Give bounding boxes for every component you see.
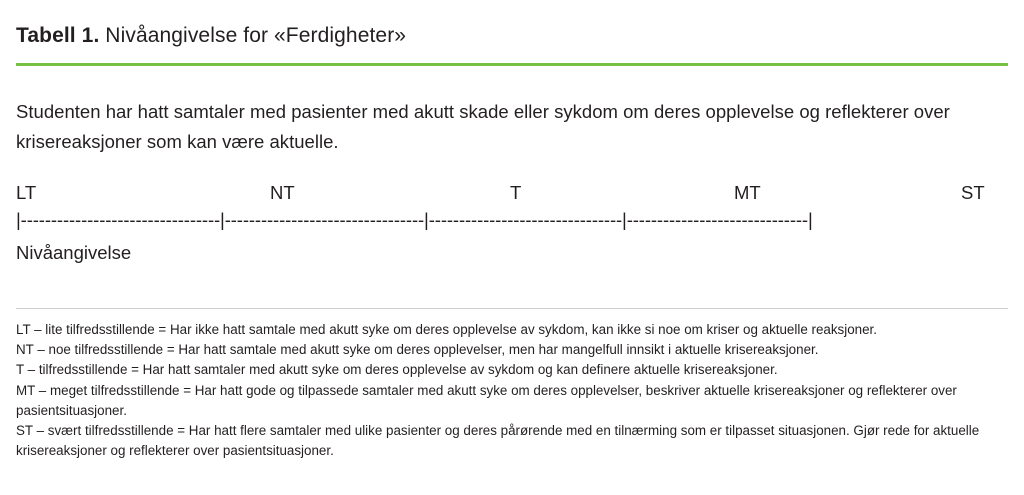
accent-divider-green [16,63,1008,66]
caption-label: Tabell 1. [16,24,100,47]
scale-label-t: T [510,182,522,203]
footnote-divider [16,308,1008,309]
scale-label-row [16,180,1008,205]
scale-axis-caption: Nivåangivelse [16,242,132,263]
footnote-st: ST – svært tilfredsstillende = Har hatt flere samtaler med ulike pasienter og deres pårørende med en tilnærming som er tilpasset situasjonen. Gjør rede for aktuelle krisereaksjoner og reflekterer over pasientsituasjoner. [16,423,980,459]
footnote-mt: MT – meget tilfredsstillende = Har hatt gode og tilpassede samtaler med akutt syke om deres opplevelser, beskriver aktuelle krisereaksjoner og reflekterer over pasientsituasjoner. [16,382,957,418]
footnote-lt: LT – lite tilfredsstillende = Har ikke hatt samtale med akutt syke om deres opplevelse av sykdom, kan ikke si noe om kriser og aktuelle reaksjoner. [16,322,877,337]
scale-label-lt: LT [16,182,37,203]
footnote-list [16,318,1008,461]
scale-label-nt: NT [270,182,295,203]
caption-title: Nivåangivelse for «Ferdigheter» [99,24,407,47]
footnote-nt: NT – noe tilfredsstillende = Har hatt samtale med akutt syke om deres opplevelser, men har mangelfull innsikt i aktuelle krisereaksjoner. [16,342,819,358]
rating-scale [16,180,1008,263]
scale-axis-line: |---------------------------------|---------------------------------|--------------------------------|------------------------------| [16,209,813,230]
scale-label-mt: MT [734,182,761,203]
scale-label-st: ST [961,182,985,203]
figure-caption [16,0,1008,50]
criterion-description: Studenten har hatt samtaler med pasienter med akutt skade eller sykdom om deres opplevelse og reflekterer over krisereaksjoner som kan være aktuelle. [16,101,950,152]
footnote-t: T – tilfredsstillende = Har hatt samtaler med akutt syke om deres opplevelse av sykdom og kan definere aktuelle krisereaksjoner. [16,362,778,378]
